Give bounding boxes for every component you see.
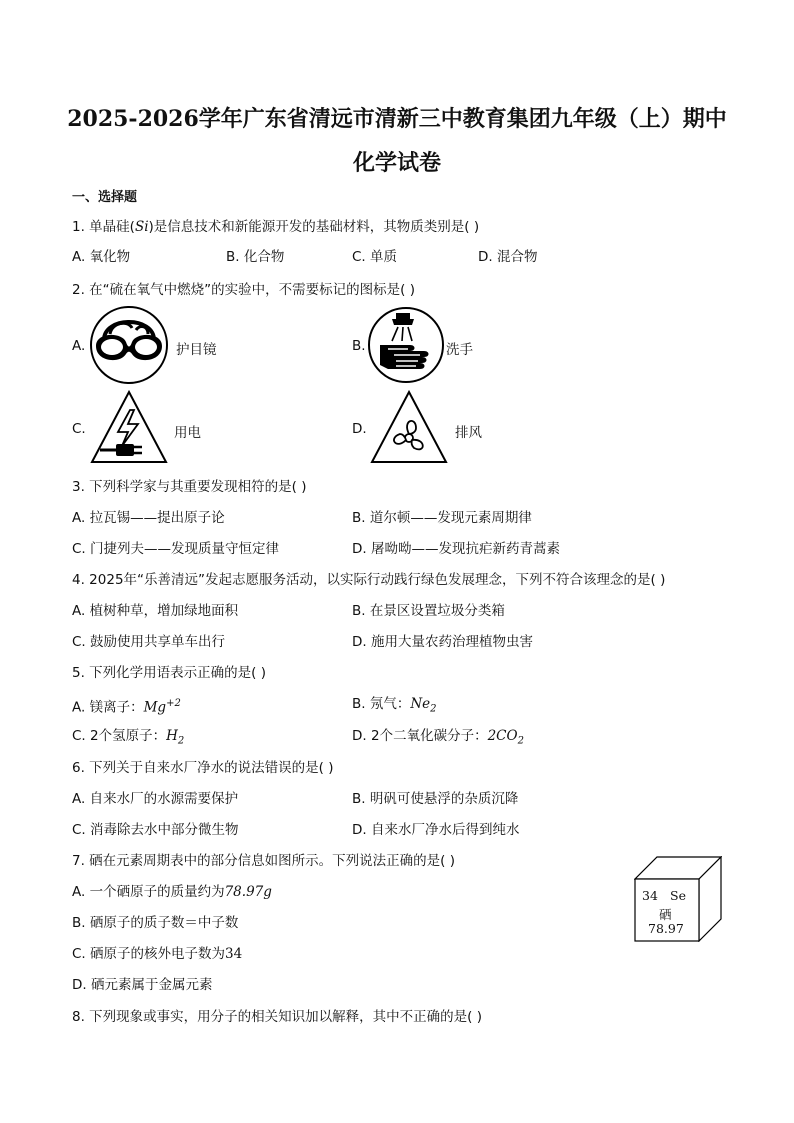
q7-option-a[interactable]: A. 一个硒原子的质量约为78.97g: [72, 884, 272, 900]
q2-option-d[interactable]: D.: [352, 421, 367, 437]
goggles-icon: [88, 304, 170, 386]
q2-option-c-label: 用电: [174, 425, 201, 441]
q2-stem: 2. 在“硫在氧气中燃烧”的实验中，不需要标记的图标是( ): [72, 282, 415, 298]
exam-title-line2: 化学试卷: [352, 150, 441, 176]
q3-option-a[interactable]: A. 拉瓦锡——提出原子论: [72, 510, 225, 526]
atomic-mass: 78.97: [648, 921, 684, 936]
q7-option-b[interactable]: B. 硒原子的质子数＝中子数: [72, 915, 239, 931]
q2-option-a-label: 护目镜: [176, 342, 217, 358]
q3-stem: 3. 下列科学家与其重要发现相符的是( ): [72, 479, 307, 495]
q1-stem: 1. 单晶硅(Si)是信息技术和新能源开发的基础材料，其物质类别是( ): [72, 219, 480, 235]
q3-option-d[interactable]: D. 屠呦呦——发现抗疟新药青蒿素: [352, 541, 560, 557]
q6-option-d[interactable]: D. 自来水厂净水后得到纯水: [352, 822, 520, 838]
q1-option-a[interactable]: A. 氧化物: [72, 249, 131, 265]
q2-option-a[interactable]: A.: [72, 338, 86, 354]
electricity-warning-icon: [88, 388, 170, 468]
q4-option-b[interactable]: B. 在景区设置垃圾分类箱: [352, 603, 505, 619]
q4-option-d[interactable]: D. 施用大量农药治理植物虫害: [352, 634, 533, 650]
q4-stem: 4. 2025年“乐善清远”发起志愿服务活动，以实际行动践行绿色发展理念，下列不符合该理念的是( ): [72, 572, 666, 588]
q2-option-d-label: 排风: [455, 425, 482, 441]
q5-option-a[interactable]: A. 镁离子：$Mg^{+2}$: [72, 698, 181, 716]
q6-stem: 6. 下列关于自来水厂净水的说法错误的是( ): [72, 760, 334, 776]
q3-option-b[interactable]: B. 道尔顿——发现元素周期律: [352, 510, 532, 526]
q7-stem: 7. 硒在元素周期表中的部分信息如图所示。下列说法正确的是( ): [72, 853, 455, 869]
q4-option-a[interactable]: A. 植树种草，增加绿地面积: [72, 603, 239, 619]
q5-option-b[interactable]: B. 氖气：$Ne_2$: [352, 696, 437, 715]
exam-title-line1: 2025-2026学年广东省清远市清新三中教育集团九年级（上）期中: [67, 106, 727, 132]
q2-option-c[interactable]: C.: [72, 421, 86, 437]
q6-option-a[interactable]: A. 自来水厂的水源需要保护: [72, 791, 239, 807]
hand-washing-icon: [366, 305, 446, 385]
section-heading: 一、选择题: [72, 190, 138, 205]
atomic-number: 34: [642, 888, 658, 903]
ventilation-fan-icon: [368, 388, 450, 468]
q7-option-d[interactable]: D. 硒元素属于金属元素: [72, 977, 213, 993]
element-name: 硒: [659, 907, 672, 922]
element-symbol: Se: [670, 888, 686, 903]
q7-option-c[interactable]: C. 硒原子的核外电子数为34: [72, 946, 243, 962]
q5-stem: 5. 下列化学用语表示正确的是( ): [72, 665, 266, 681]
q8-stem: 8. 下列现象或事实，用分子的相关知识加以解释，其中不正确的是( ): [72, 1009, 482, 1025]
q1-option-d[interactable]: D. 混合物: [478, 249, 538, 265]
q1-option-c[interactable]: C. 单质: [352, 249, 398, 265]
q4-option-c[interactable]: C. 鼓励使用共享单车出行: [72, 634, 226, 650]
q6-option-c[interactable]: C. 消毒除去水中部分微生物: [72, 822, 239, 838]
q2-option-b[interactable]: B.: [352, 338, 366, 354]
q5-option-c[interactable]: C. 2个氢原子：$H_2$: [72, 728, 185, 747]
q3-option-c[interactable]: C. 门捷列夫——发现质量守恒定律: [72, 541, 280, 557]
q1-option-b[interactable]: B. 化合物: [226, 249, 285, 265]
selenium-element-tile: [634, 856, 722, 942]
q5-option-d[interactable]: D. 2个二氧化碳分子：$2CO_2$: [352, 728, 524, 747]
q6-option-b[interactable]: B. 明矾可使悬浮的杂质沉降: [352, 791, 519, 807]
q2-option-b-label: 洗手: [446, 342, 473, 358]
